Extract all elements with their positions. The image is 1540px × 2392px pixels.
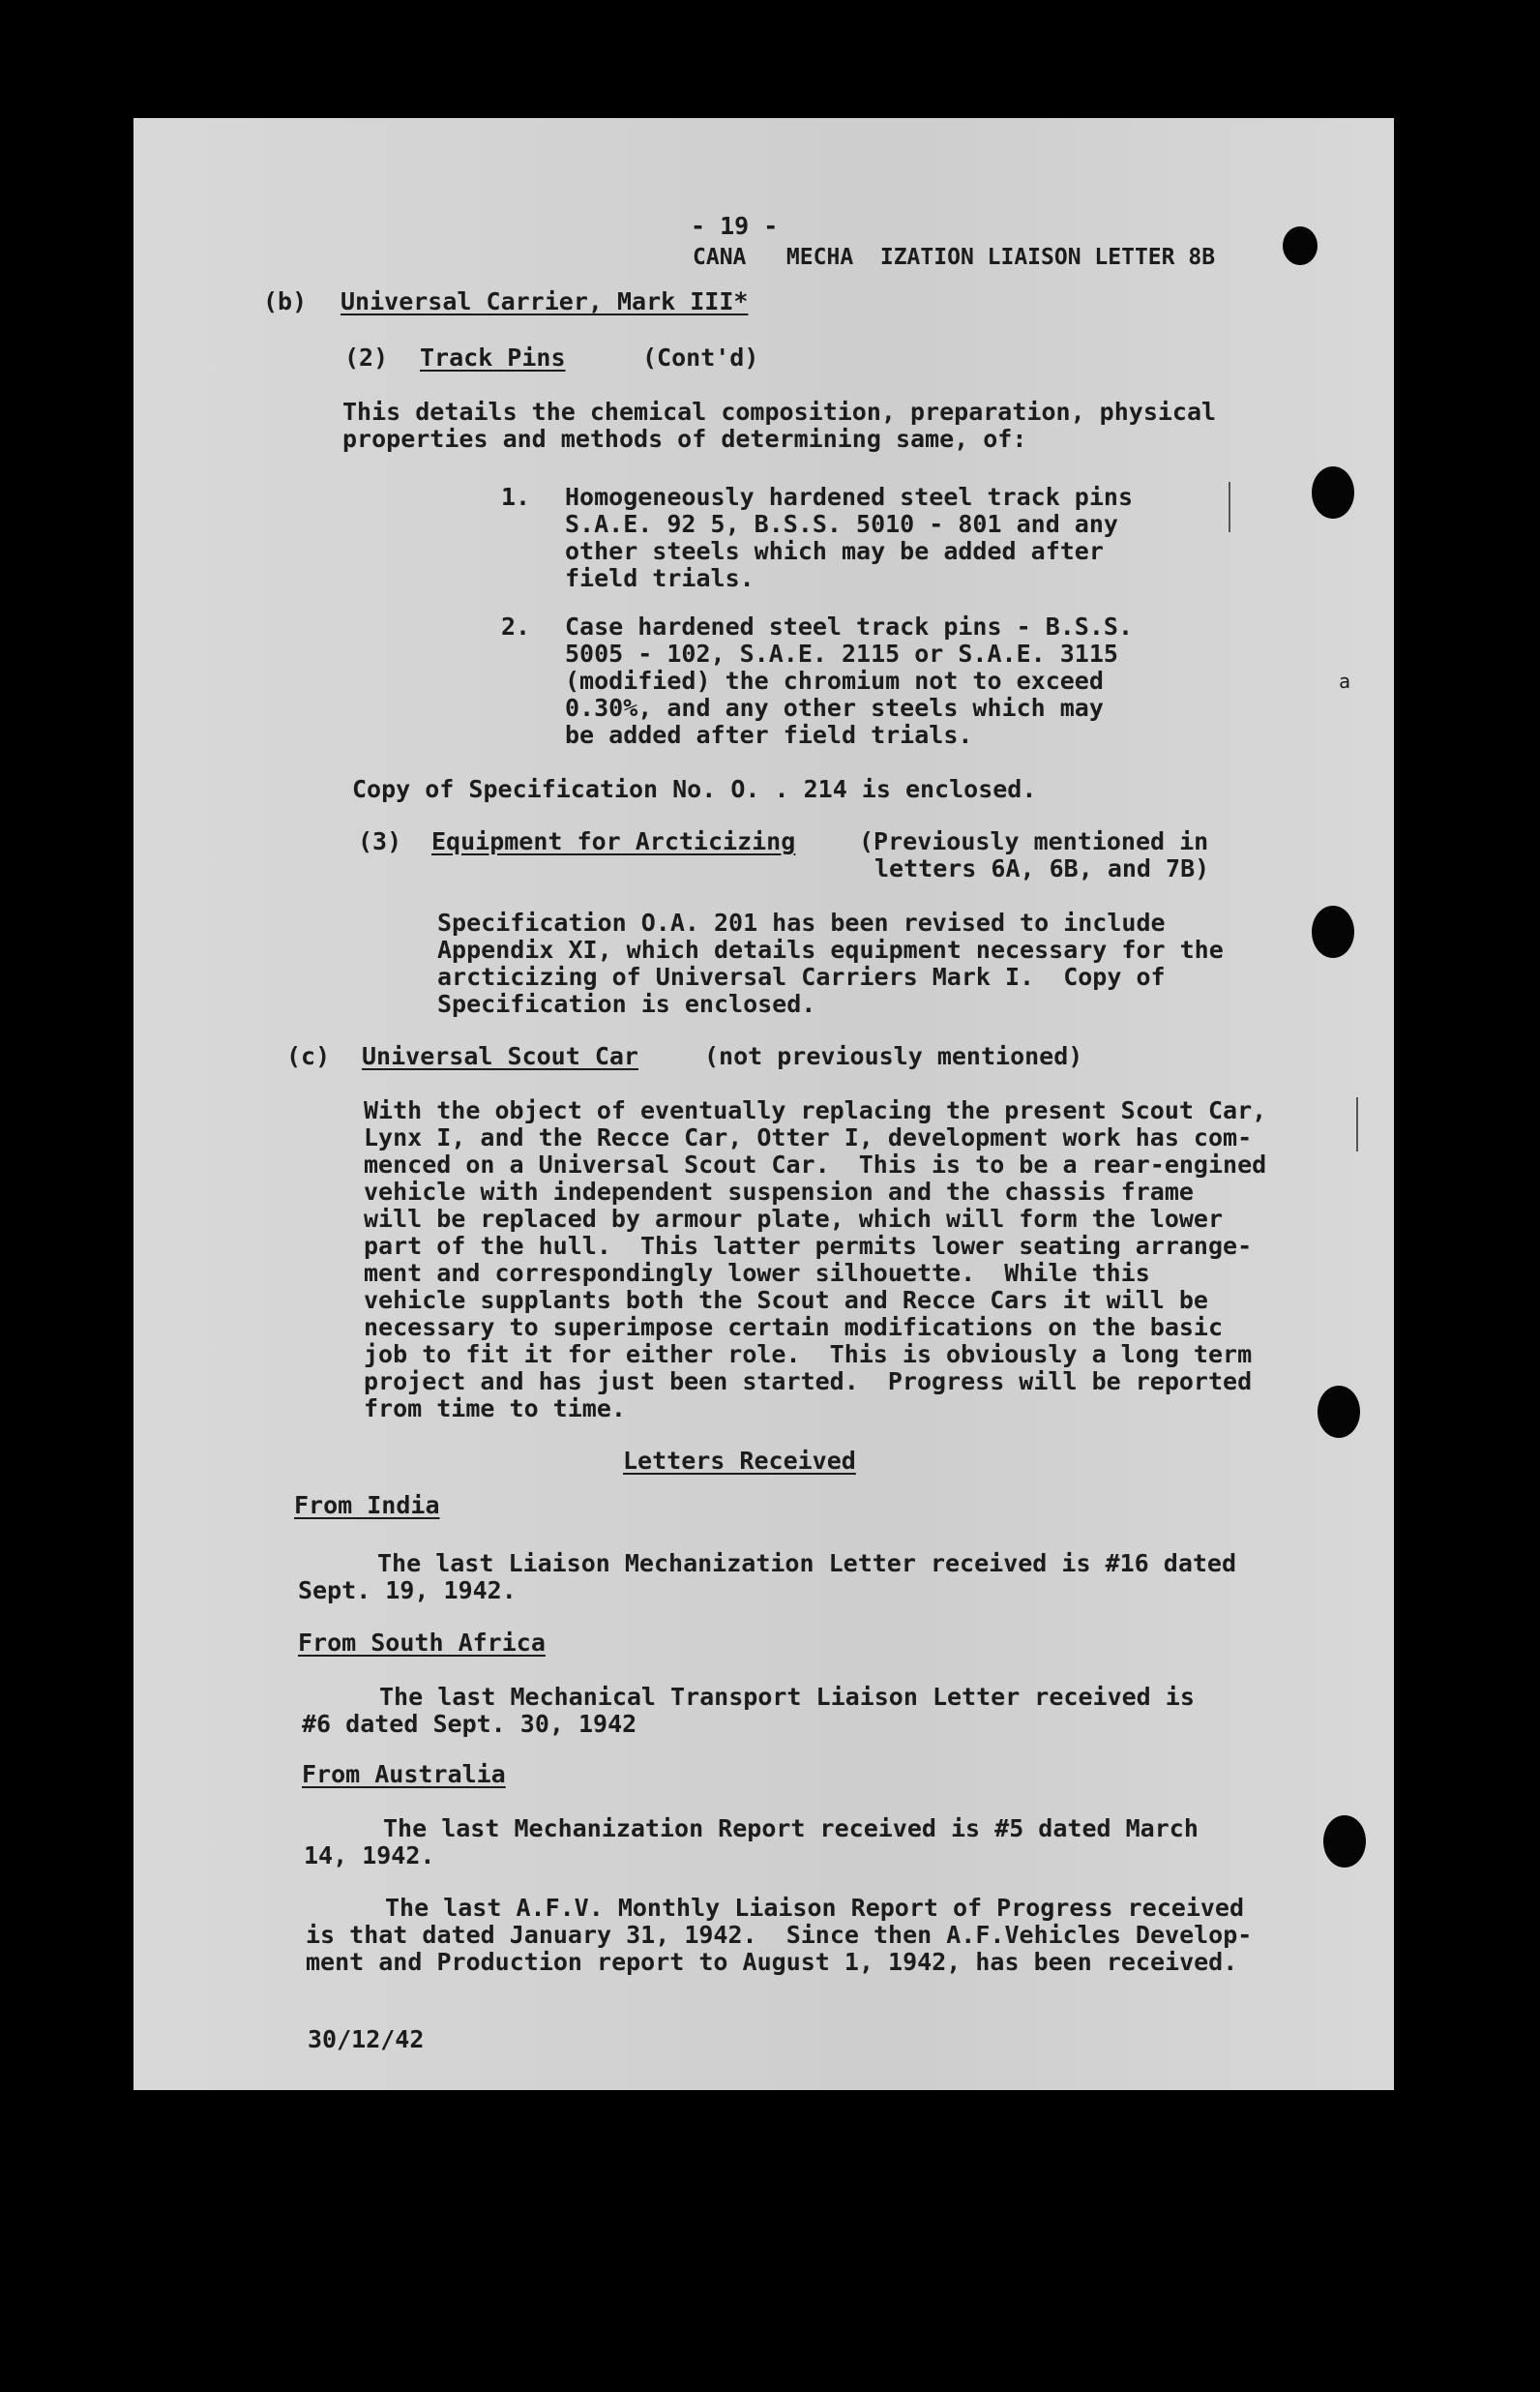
subsection-2-cont: (Cont'd) bbox=[642, 344, 759, 372]
section-c-body: necessary to superimpose certain modifications on the basic bbox=[364, 1313, 1224, 1341]
subsection-2-number: (2) bbox=[344, 344, 389, 372]
section-c-body: ment and correspondingly lower silhouette. While this bbox=[364, 1259, 1150, 1287]
subsection-3-note: letters 6A, 6B, and 7B) bbox=[874, 854, 1210, 882]
intro-line: properties and methods of determining same, of: bbox=[342, 425, 1027, 453]
section-c-note: (not previously mentioned) bbox=[704, 1042, 1083, 1070]
item-2-line: 5005 - 102, S.A.E. 2115 or S.A.E. 3115 bbox=[565, 640, 1118, 668]
india-line: The last Liaison Mechanization Letter received is #16 dated bbox=[377, 1549, 1237, 1577]
item-2-line: Case hardened steel track pins - B.S.S. bbox=[565, 613, 1133, 641]
section-c-label: (c) bbox=[286, 1042, 331, 1070]
india-line: Sept. 19, 1942. bbox=[298, 1576, 517, 1604]
subsection-3-body: Appendix XI, which details equipment necessary for the bbox=[437, 936, 1224, 964]
australia-line: 14, 1942. bbox=[304, 1841, 435, 1869]
item-2-line: be added after field trials. bbox=[565, 721, 973, 749]
document-date: 30/12/42 bbox=[308, 2025, 425, 2053]
margin-mark: a bbox=[1339, 670, 1351, 693]
from-south-africa-heading: From South Africa bbox=[298, 1629, 546, 1657]
page-number: - 19 - bbox=[691, 212, 779, 240]
margin-tick bbox=[1229, 482, 1230, 532]
south-africa-line: #6 dated Sept. 30, 1942 bbox=[302, 1710, 637, 1738]
australia-line: ment and Production report to August 1, 1942, has been received. bbox=[306, 1948, 1238, 1976]
australia-line: The last A.F.V. Monthly Liaison Report of Progress received bbox=[385, 1894, 1245, 1922]
section-c-body: project and has just been started. Progress will be reported bbox=[364, 1367, 1253, 1395]
section-c-body: Lynx I, and the Recce Car, Otter I, development work has com- bbox=[364, 1123, 1253, 1151]
item-2-line: (modified) the chromium not to exceed bbox=[565, 667, 1104, 695]
subsection-2-title: Track Pins bbox=[420, 344, 566, 372]
section-b-heading: Universal Carrier, Mark III* bbox=[341, 287, 749, 315]
subsection-3-number: (3) bbox=[358, 827, 402, 855]
section-c-heading: Universal Scout Car bbox=[362, 1042, 638, 1070]
section-b-label: (b) bbox=[263, 287, 308, 315]
from-india-heading: From India bbox=[294, 1491, 440, 1519]
item-1-line: field trials. bbox=[565, 564, 755, 592]
intro-line: This details the chemical composition, preparation, physical bbox=[342, 398, 1217, 426]
from-australia-heading: From Australia bbox=[302, 1760, 506, 1788]
section-c-body: job to fit it for either role. This is obviously a long term bbox=[364, 1340, 1253, 1368]
letter-title: CANA MECHA IZATION LIAISON LETTER 8B bbox=[693, 245, 1216, 270]
section-c-body: vehicle supplants both the Scout and Recce Cars it will be bbox=[364, 1286, 1208, 1314]
item-1-line: other steels which may be added after bbox=[565, 537, 1104, 565]
section-c-body: menced on a Universal Scout Car. This is to be a rear-engined bbox=[364, 1151, 1267, 1179]
specification-copy-line: Copy of Specification No. O. . 214 is enclosed. bbox=[352, 775, 1037, 803]
section-c-body: With the object of eventually replacing the present Scout Car, bbox=[364, 1096, 1267, 1124]
subsection-3-body: Specification is enclosed. bbox=[437, 990, 816, 1018]
subsection-3-body: arcticizing of Universal Carriers Mark I. Copy of bbox=[437, 963, 1166, 991]
australia-line: The last Mechanization Report received is #5 dated March bbox=[383, 1814, 1199, 1842]
south-africa-line: The last Mechanical Transport Liaison Letter received is bbox=[379, 1683, 1195, 1711]
punch-hole bbox=[1323, 1815, 1366, 1868]
section-c-body: will be replaced by armour plate, which will form the lower bbox=[364, 1205, 1224, 1233]
subsection-3-title: Equipment for Arcticizing bbox=[431, 827, 796, 855]
section-c-body: part of the hull. This latter permits lower seating arrange- bbox=[364, 1232, 1253, 1260]
subsection-3-note: (Previously mentioned in bbox=[859, 827, 1209, 855]
australia-line: is that dated January 31, 1942. Since then A.F.Vehicles Develop- bbox=[306, 1921, 1253, 1949]
section-c-body: from time to time. bbox=[364, 1394, 626, 1422]
subsection-3-body: Specification O.A. 201 has been revised to include bbox=[437, 909, 1166, 937]
item-1-line: S.A.E. 92 5, B.S.S. 5010 - 801 and any bbox=[565, 510, 1118, 538]
letters-received-heading: Letters Received bbox=[623, 1447, 856, 1475]
item-2-line: 0.30%, and any other steels which may bbox=[565, 694, 1104, 722]
punch-hole bbox=[1312, 906, 1354, 958]
item-1-number: 1. bbox=[501, 483, 531, 511]
item-2-number: 2. bbox=[501, 613, 531, 641]
punch-hole bbox=[1312, 466, 1354, 519]
item-1-line: Homogeneously hardened steel track pins bbox=[565, 483, 1133, 511]
section-c-body: vehicle with independent suspension and the chassis frame bbox=[364, 1178, 1194, 1206]
punch-hole bbox=[1318, 1386, 1360, 1438]
punch-hole bbox=[1283, 226, 1318, 265]
margin-tick bbox=[1356, 1097, 1358, 1151]
